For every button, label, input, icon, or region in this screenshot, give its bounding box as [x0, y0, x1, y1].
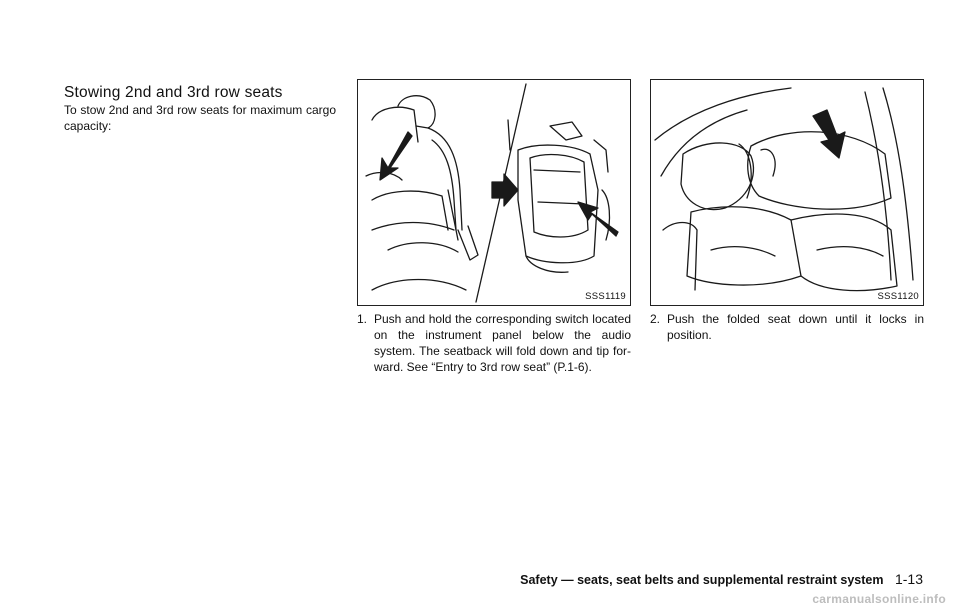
- step-text: Push the folded seat down until it locks in position.: [667, 312, 924, 342]
- section-title: Stowing 2nd and 3rd row seats: [64, 84, 283, 101]
- step-2: [650, 311, 924, 343]
- figure-fold-seatback: [357, 79, 631, 306]
- step-1: [357, 311, 631, 375]
- seat-push-illustration: [651, 80, 923, 305]
- page-footer: [520, 571, 923, 587]
- figure-push-seat-down: [650, 79, 924, 306]
- step-text: Push and hold the corresponding switch located on the instrument panel below the audio system. The seatback will fold down and tip forward. See “Entry to 3rd row seat” (P.1-6).: [374, 312, 631, 374]
- watermark: carmanualsonline.info: [812, 592, 946, 606]
- footer-section-title: Safety — seats, seat belts and supplemental restraint system: [520, 573, 884, 587]
- page-number: 1-13: [894, 571, 923, 587]
- seat-fold-illustration: [358, 80, 630, 305]
- figure-code: SSS1120: [877, 291, 919, 302]
- intro-text: To stow 2nd and 3rd row seats for maximum cargo capacity:: [64, 103, 336, 133]
- step-number: 1.: [357, 312, 368, 326]
- figure-code: SSS1119: [585, 291, 626, 302]
- step-number: 2.: [650, 312, 661, 326]
